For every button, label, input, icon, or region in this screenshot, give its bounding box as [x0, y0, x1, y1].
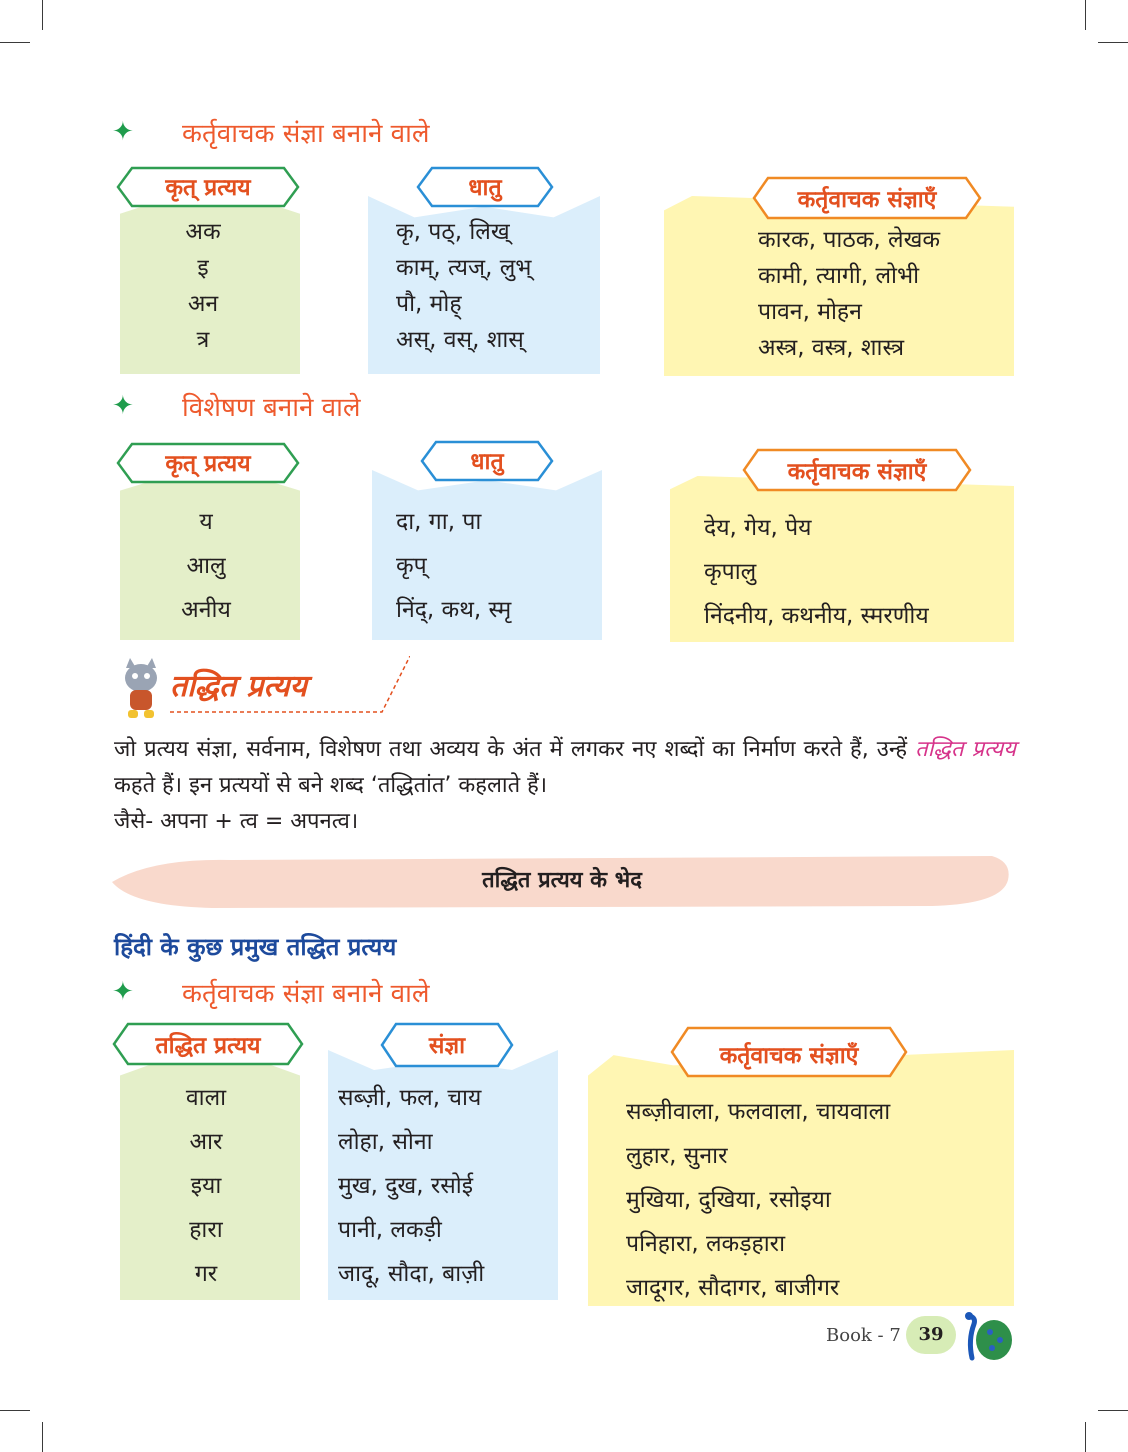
section3-heading-row [112, 974, 429, 1010]
list-item: आलु [186, 553, 226, 579]
section1-col2-label: धातु [468, 175, 502, 201]
crop-mark [1085, 0, 1086, 30]
section1-heading-row [112, 114, 429, 150]
list-item: कारक, पाठक, लेखक [758, 227, 941, 253]
section1-col3-label: कर्तृवाचक संज्ञाएँ [797, 187, 937, 213]
section3-col3-list [626, 1090, 1006, 1310]
taddhit-definition [114, 732, 1016, 804]
section3-col1-list [120, 1076, 292, 1296]
section1-heading: कर्तृवाचक संज्ञा बनाने वाले [182, 119, 430, 149]
list-item: कृ, पठ्, लिख् [396, 219, 510, 245]
list-item: दा, गा, पा [396, 509, 482, 535]
crop-mark [1098, 1410, 1128, 1411]
sub-heading: हिंदी के कुछ प्रमुख तद्धित प्रत्यय [114, 933, 397, 961]
list-item: इया [190, 1173, 222, 1199]
list-item: आर [189, 1129, 223, 1155]
list-item: इ [197, 255, 209, 281]
list-item: अस्, वस्, शास् [396, 327, 524, 353]
list-item: अस्त्र, वस्त्र, शास्त्र [758, 335, 905, 361]
crop-mark [0, 42, 30, 43]
list-item: लोहा, सोना [338, 1129, 433, 1155]
list-item: मुख, दुख, रसोई [338, 1173, 474, 1199]
book-label: Book - 7 [826, 1325, 901, 1346]
sparkle-icon: ✦ [112, 391, 134, 421]
list-item: हारा [189, 1217, 223, 1243]
peacock-icon [954, 1310, 1014, 1364]
crop-mark [1098, 42, 1128, 43]
list-item: मुखिया, दुखिया, रसोइया [626, 1187, 831, 1213]
list-item: जादूगर, सौदागर, बाजीगर [626, 1275, 840, 1301]
crop-mark [42, 1422, 43, 1452]
definition-text: कहते हैं। इन प्रत्ययों से बने शब्द ‘तद्धितांत’ कहलाते हैं। [114, 773, 548, 798]
definition-text: जो प्रत्यय संज्ञा, सर्वनाम, विशेषण तथा अव्यय के अंत में लगकर नए शब्दों का निर्माण करते हैं, उन्हें [114, 737, 916, 762]
list-item: त्र [196, 327, 210, 353]
section2-heading-row [112, 388, 360, 424]
list-item: निंदनीय, कथनीय, स्मरणीय [704, 603, 929, 629]
list-item: पावन, मोहन [758, 299, 862, 325]
list-item: सब्ज़ीवाला, फलवाला, चायवाला [626, 1099, 891, 1125]
definition-highlight: तद्धित प्रत्यय [915, 737, 1016, 762]
sparkle-icon: ✦ [112, 117, 134, 147]
list-item: कृपालु [704, 559, 757, 585]
section2-col3-list [704, 506, 1004, 638]
crop-mark [1085, 1422, 1086, 1452]
list-item: पनिहारा, लकड़हारा [626, 1231, 786, 1257]
list-item: अन [187, 291, 219, 317]
section2-col2-list [396, 500, 596, 632]
list-item: अनीय [181, 597, 231, 623]
section2-col1-label: कृत् प्रत्यय [165, 451, 251, 477]
list-item: निंद्, कथ, स्मृ [396, 597, 512, 623]
taddhit-title: तद्धित प्रत्यय [170, 669, 307, 704]
section3-col1-label: तद्धित प्रत्यय [155, 1033, 261, 1059]
list-item: काम्, त्यज्, लुभ् [396, 255, 532, 281]
section2-col2-label: धातु [470, 449, 504, 475]
crop-mark [42, 0, 43, 30]
section2-col1-list [120, 500, 292, 632]
crop-mark [0, 1410, 30, 1411]
section1-col3-list [758, 222, 1008, 366]
section1-col1-label: कृत् प्रत्यय [165, 175, 251, 201]
list-item: कृप् [396, 553, 427, 579]
sparkle-icon: ✦ [112, 977, 134, 1007]
taddhit-example: जैसे- अपना + त्व = अपनत्व। [114, 809, 359, 834]
list-item: पौ, मोह् [396, 291, 462, 317]
list-item: कामी, त्यागी, लोभी [758, 263, 920, 289]
section2-col3-label: कर्तृवाचक संज्ञाएँ [787, 459, 927, 485]
section3-col2-list [338, 1076, 554, 1296]
cat-mascot-icon [114, 658, 168, 720]
section3-col2-label: संज्ञा [428, 1033, 466, 1059]
list-item: सब्ज़ी, फल, चाय [338, 1085, 482, 1111]
band-title: तद्धित प्रत्यय के भेद [482, 868, 642, 893]
section2-heading: विशेषण बनाने वाले [182, 393, 361, 423]
section3-col3-label: कर्तृवाचक संज्ञाएँ [719, 1043, 859, 1069]
section1-col2-list [396, 214, 596, 358]
page-number: 39 [906, 1316, 956, 1354]
section1-col1-list [120, 214, 286, 358]
list-item: वाला [185, 1085, 227, 1111]
list-item: जादू, सौदा, बाज़ी [338, 1261, 485, 1287]
list-item: अक [185, 219, 221, 245]
section3-heading: कर्तृवाचक संज्ञा बनाने वाले [182, 979, 430, 1009]
list-item: गर [194, 1261, 218, 1287]
list-item: लुहार, सुनार [626, 1143, 728, 1169]
list-item: पानी, लकड़ी [338, 1217, 442, 1243]
list-item: य [199, 509, 213, 535]
list-item: देय, गेय, पेय [704, 515, 812, 541]
